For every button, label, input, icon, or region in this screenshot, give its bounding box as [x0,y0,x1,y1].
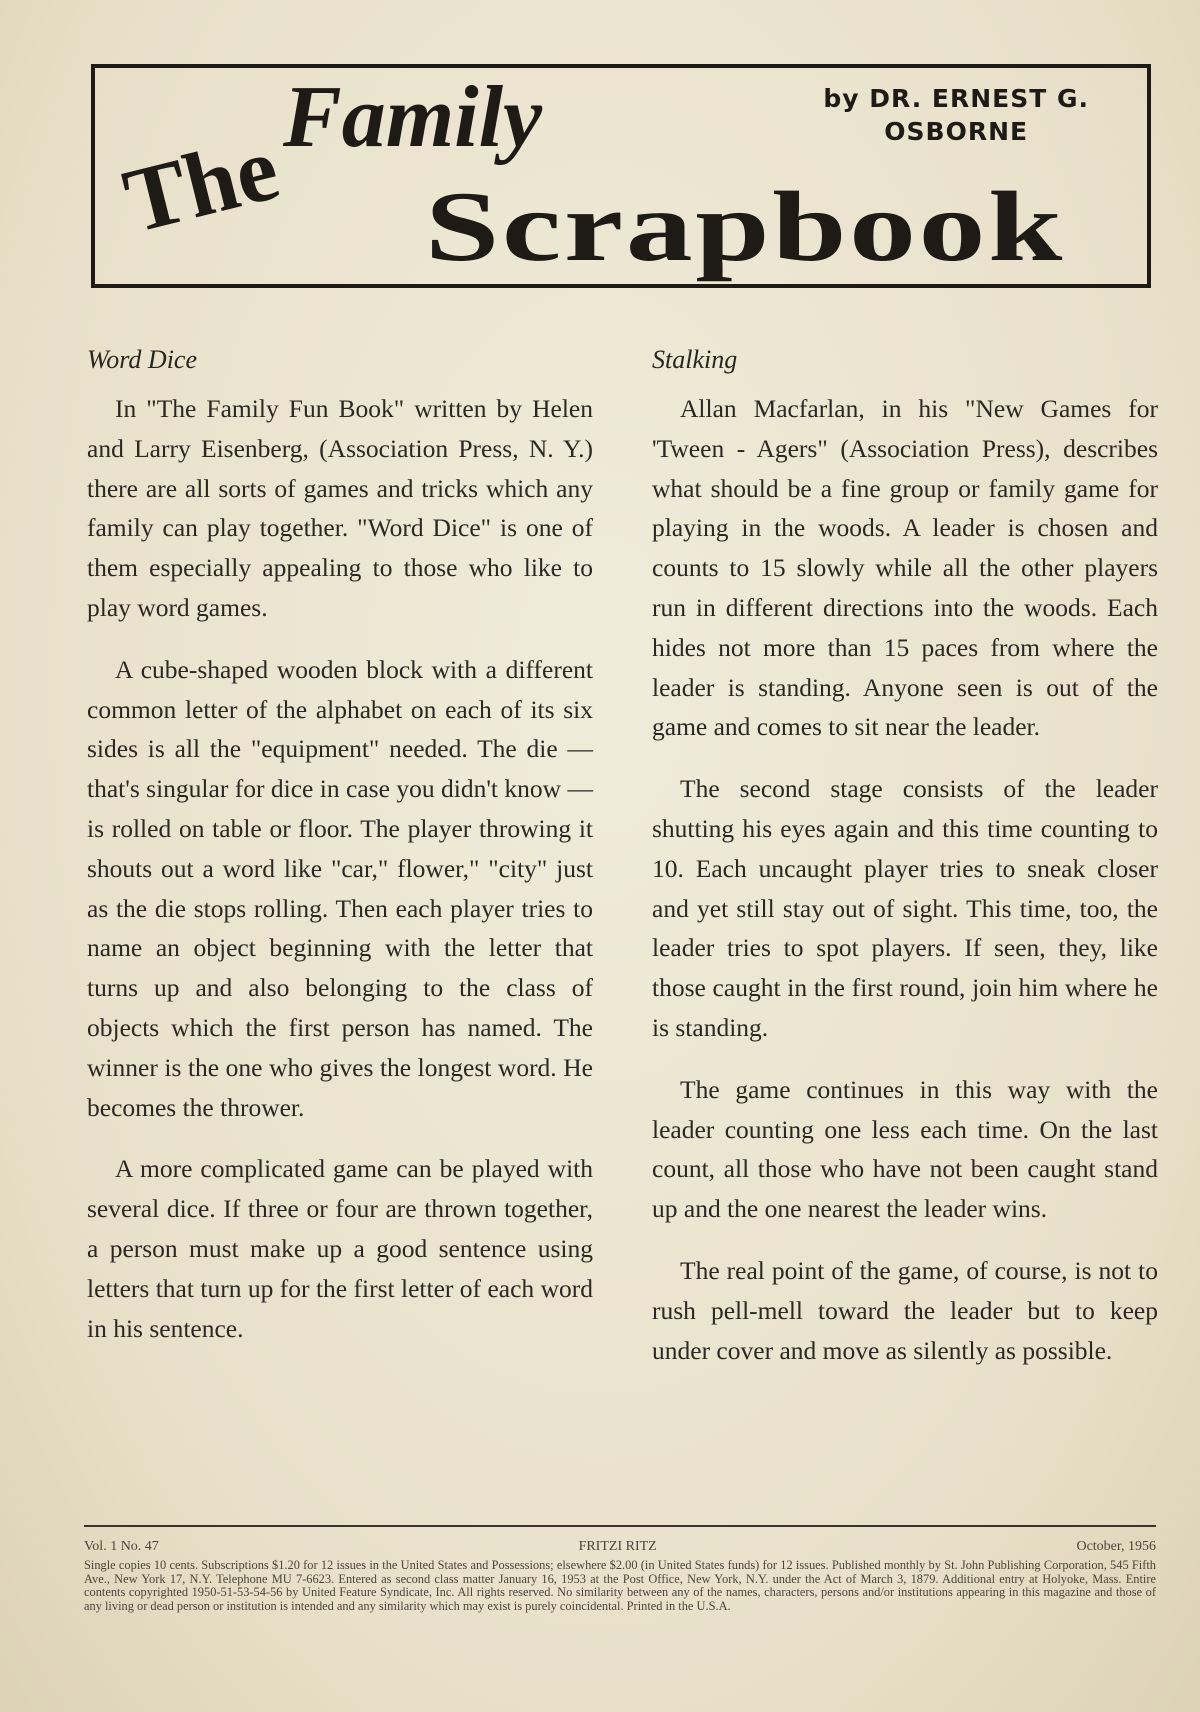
word-dice-paragraph-3: A more complicated game can be played with several dice. If three or four are thrown together, a person must make up a good sentence using letters that turn up for the first letter of each word in his sentence. [87,1154,593,1343]
stalking-paragraph-2: The second stage consists of the leader shutting his eyes again and this time counting to 10. Each uncaught player tries to sneak closer and yet still stay out of sight. This time, too, the leader tries to spot players. If seen, they, like those caught in the first round, join him where he is standing. [652,774,1158,1042]
publication-name: FRITZI RITZ [578,1539,657,1554]
volume-number: Vol. 1 No. 47 [84,1539,159,1554]
stalking-paragraph-4: The real point of the game, of course, is not to rush pell-mell toward the leader but to keep under cover and move as silently as possible. [652,1255,1158,1365]
byline-line-1: by DR. ERNEST G. [823,84,1089,113]
stalking-column [652,345,1158,1392]
word-dice-column [87,345,593,1370]
title-the: The [114,116,288,253]
byline [823,82,1089,148]
footer-fine-print: Single copies 10 cents. Subscriptions $1.20 for 12 issues in the United States and Possessions; elsewhere $2.00 (in United States funds) for 12 issues. Published monthly by St. John Publishing Corporation, 545 Fifth Ave., New York 17, N.Y. Telephone MU 7-6623. Entered as second class matter January 16, 1953 at the Post Office, New York, N.Y. under the Act of March 3, 1879. Additional entry at Holyoke, Mass. Entire contents copyrighted 1950-51-53-54-56 by United Feature Syndicate, Inc. All rights reserved. No similarity between any of the names, characters, persons and/or institutions appearing in this magazine and those of any living or dead person or institution is intended and any similarity which may exist is purely coincidental. Printed in the U.S.A. [84,1558,1156,1613]
stalking-paragraph-3: The game continues in this way with the leader counting one less each time. On the last count, all those who have not been caught stand up and the one nearest the leader wins. [652,1074,1158,1224]
publication-footer [84,1525,1156,1613]
section-title-stalking: Stalking [652,345,738,374]
stalking-paragraph-1: Allan Macfarlan, in his "New Games for 'Tween - Agers" (Association Press), describes what should be a fine group or family game for playing in the woods. A leader is chosen and counts to 15 slowly while all the other players run in different directions into the woods. Each hides not more than 15 paces from where the leader is standing. Anyone seen is out of the game and comes to sit near the leader. [652,394,1158,742]
title-scrapbook: Scrapbook [425,171,1065,282]
issue-date: October, 1956 [1076,1539,1156,1554]
byline-line-2: OSBORNE [884,117,1029,146]
title-family: Family [283,69,543,166]
word-dice-paragraph-1: In "The Family Fun Book" written by Helen and Larry Eisenberg, (Association Press, N. Y.) there are all sorts of games and tricks which any family can play together. "Word Dice" is one of them especially appealing to those who like to play word games. [87,394,593,622]
footer-header-row [84,1538,1156,1555]
section-title-word-dice: Word Dice [87,345,198,374]
word-dice-paragraph-2: A cube-shaped wooden block with a different common letter of the alphabet on each of its six sides is all the "equipment" needed. The die — that's singular for dice in case you didn't know — is rolled on table or floor. The player throwing it shouts out a word like "car," flower," "city" just as the die stops rolling. Then each player tries to name an object beginning with the letter that turns up and also belonging to the class of objects which the first person has named. The winner is the one who gives the longest word. He becomes the thrower. [87,654,593,1122]
masthead [91,64,1151,288]
